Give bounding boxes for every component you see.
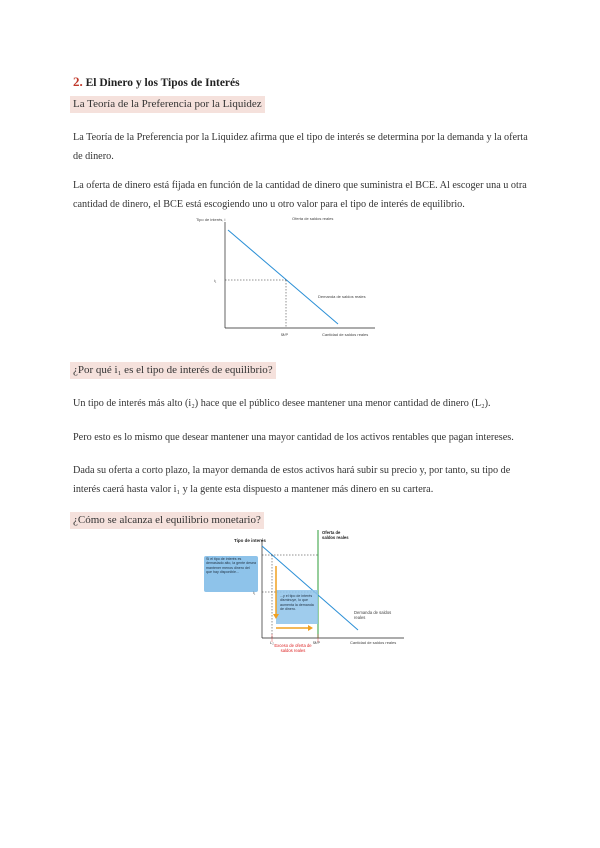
chart1-xlabel: Cantidad de saldos reales bbox=[322, 332, 369, 337]
chart2-right-arrowhead bbox=[308, 625, 313, 631]
chart2-excess-label: Exceso de oferta de saldos reales bbox=[274, 643, 312, 653]
paragraph-5: Dada su oferta a corto plazo, la mayor demanda de estos activos hará subir su precio y, por tanto, su tipo de interés caerá hasta valor i₁ y la gente esta dispuesto a mantener más dinero en su cartera. bbox=[73, 465, 511, 495]
chart2-i1-tick: i₁ bbox=[253, 590, 256, 595]
paragraph-4: Pero esto es lo mismo que desear mantener una mayor cantidad de los activos rentables que pagan intereses. bbox=[73, 432, 514, 443]
chart2-ms-tick: M̄/P bbox=[313, 640, 321, 645]
chart1-demand-label: Demanda de saldos reales bbox=[318, 294, 366, 299]
section-number: 2. bbox=[73, 74, 83, 89]
section-heading bbox=[73, 74, 240, 90]
subtitle-equilibrium-rate: ¿Por qué i₁ es el tipo de interés de equilibrio? bbox=[70, 362, 276, 379]
money-market-chart-2 bbox=[196, 528, 414, 666]
chart2-box2-text: ...y el tipo de interés disminuye, lo que aumenta la demanda de dinero. bbox=[280, 594, 314, 611]
money-market-chart-1 bbox=[190, 212, 390, 344]
paragraph-1: La Teoría de la Preferencia por la Liquidez afirma que el tipo de interés se determina por la demanda y la oferta de dinero. bbox=[73, 132, 528, 162]
chart2-l2-tick: L₂ bbox=[270, 640, 274, 645]
chart1-ylabel: Tipo de interés, i bbox=[196, 217, 226, 222]
chart1-supply-label: Oferta de saldos reales bbox=[292, 216, 334, 221]
chart2-xlabel: Cantidad de saldos reales bbox=[350, 640, 397, 645]
chart1-ms-tick: M̄/P bbox=[281, 332, 289, 337]
chart1-demand-line bbox=[228, 230, 338, 324]
chart2-box1-text: Si el tipo de interés es demasiado alto, la gente desea mantener menos dinero del que hay disponible... bbox=[206, 557, 256, 574]
paragraph-3: Un tipo de interés más alto (i₂) hace que el público desee mantener una menor cantidad de dinero (L₂). bbox=[73, 398, 491, 409]
chart2-demand-label: Demanda de saldos reales bbox=[354, 610, 392, 620]
chart2-ylabel: Tipo de interés bbox=[234, 538, 266, 543]
paragraph-2: La oferta de dinero está fijada en función de la cantidad de dinero que suministra el BCE. Al escoger una u otra cantidad de dinero, el BCE está escogiendo uno u otro valor para el tipo de interés de equilibrio. bbox=[73, 180, 527, 210]
chart1-i-tick: i₁ bbox=[214, 278, 217, 283]
chart2-supply-label: Oferta de saldos reales bbox=[322, 530, 349, 540]
section-title: El Dinero y los Tipos de Interés bbox=[85, 77, 240, 89]
subtitle-monetary-equilibrium: ¿Cómo se alcanza el equilibrio monetario? bbox=[70, 512, 264, 529]
subtitle-liquidity-preference: La Teoría de la Preferencia por la Liquidez bbox=[70, 96, 265, 113]
